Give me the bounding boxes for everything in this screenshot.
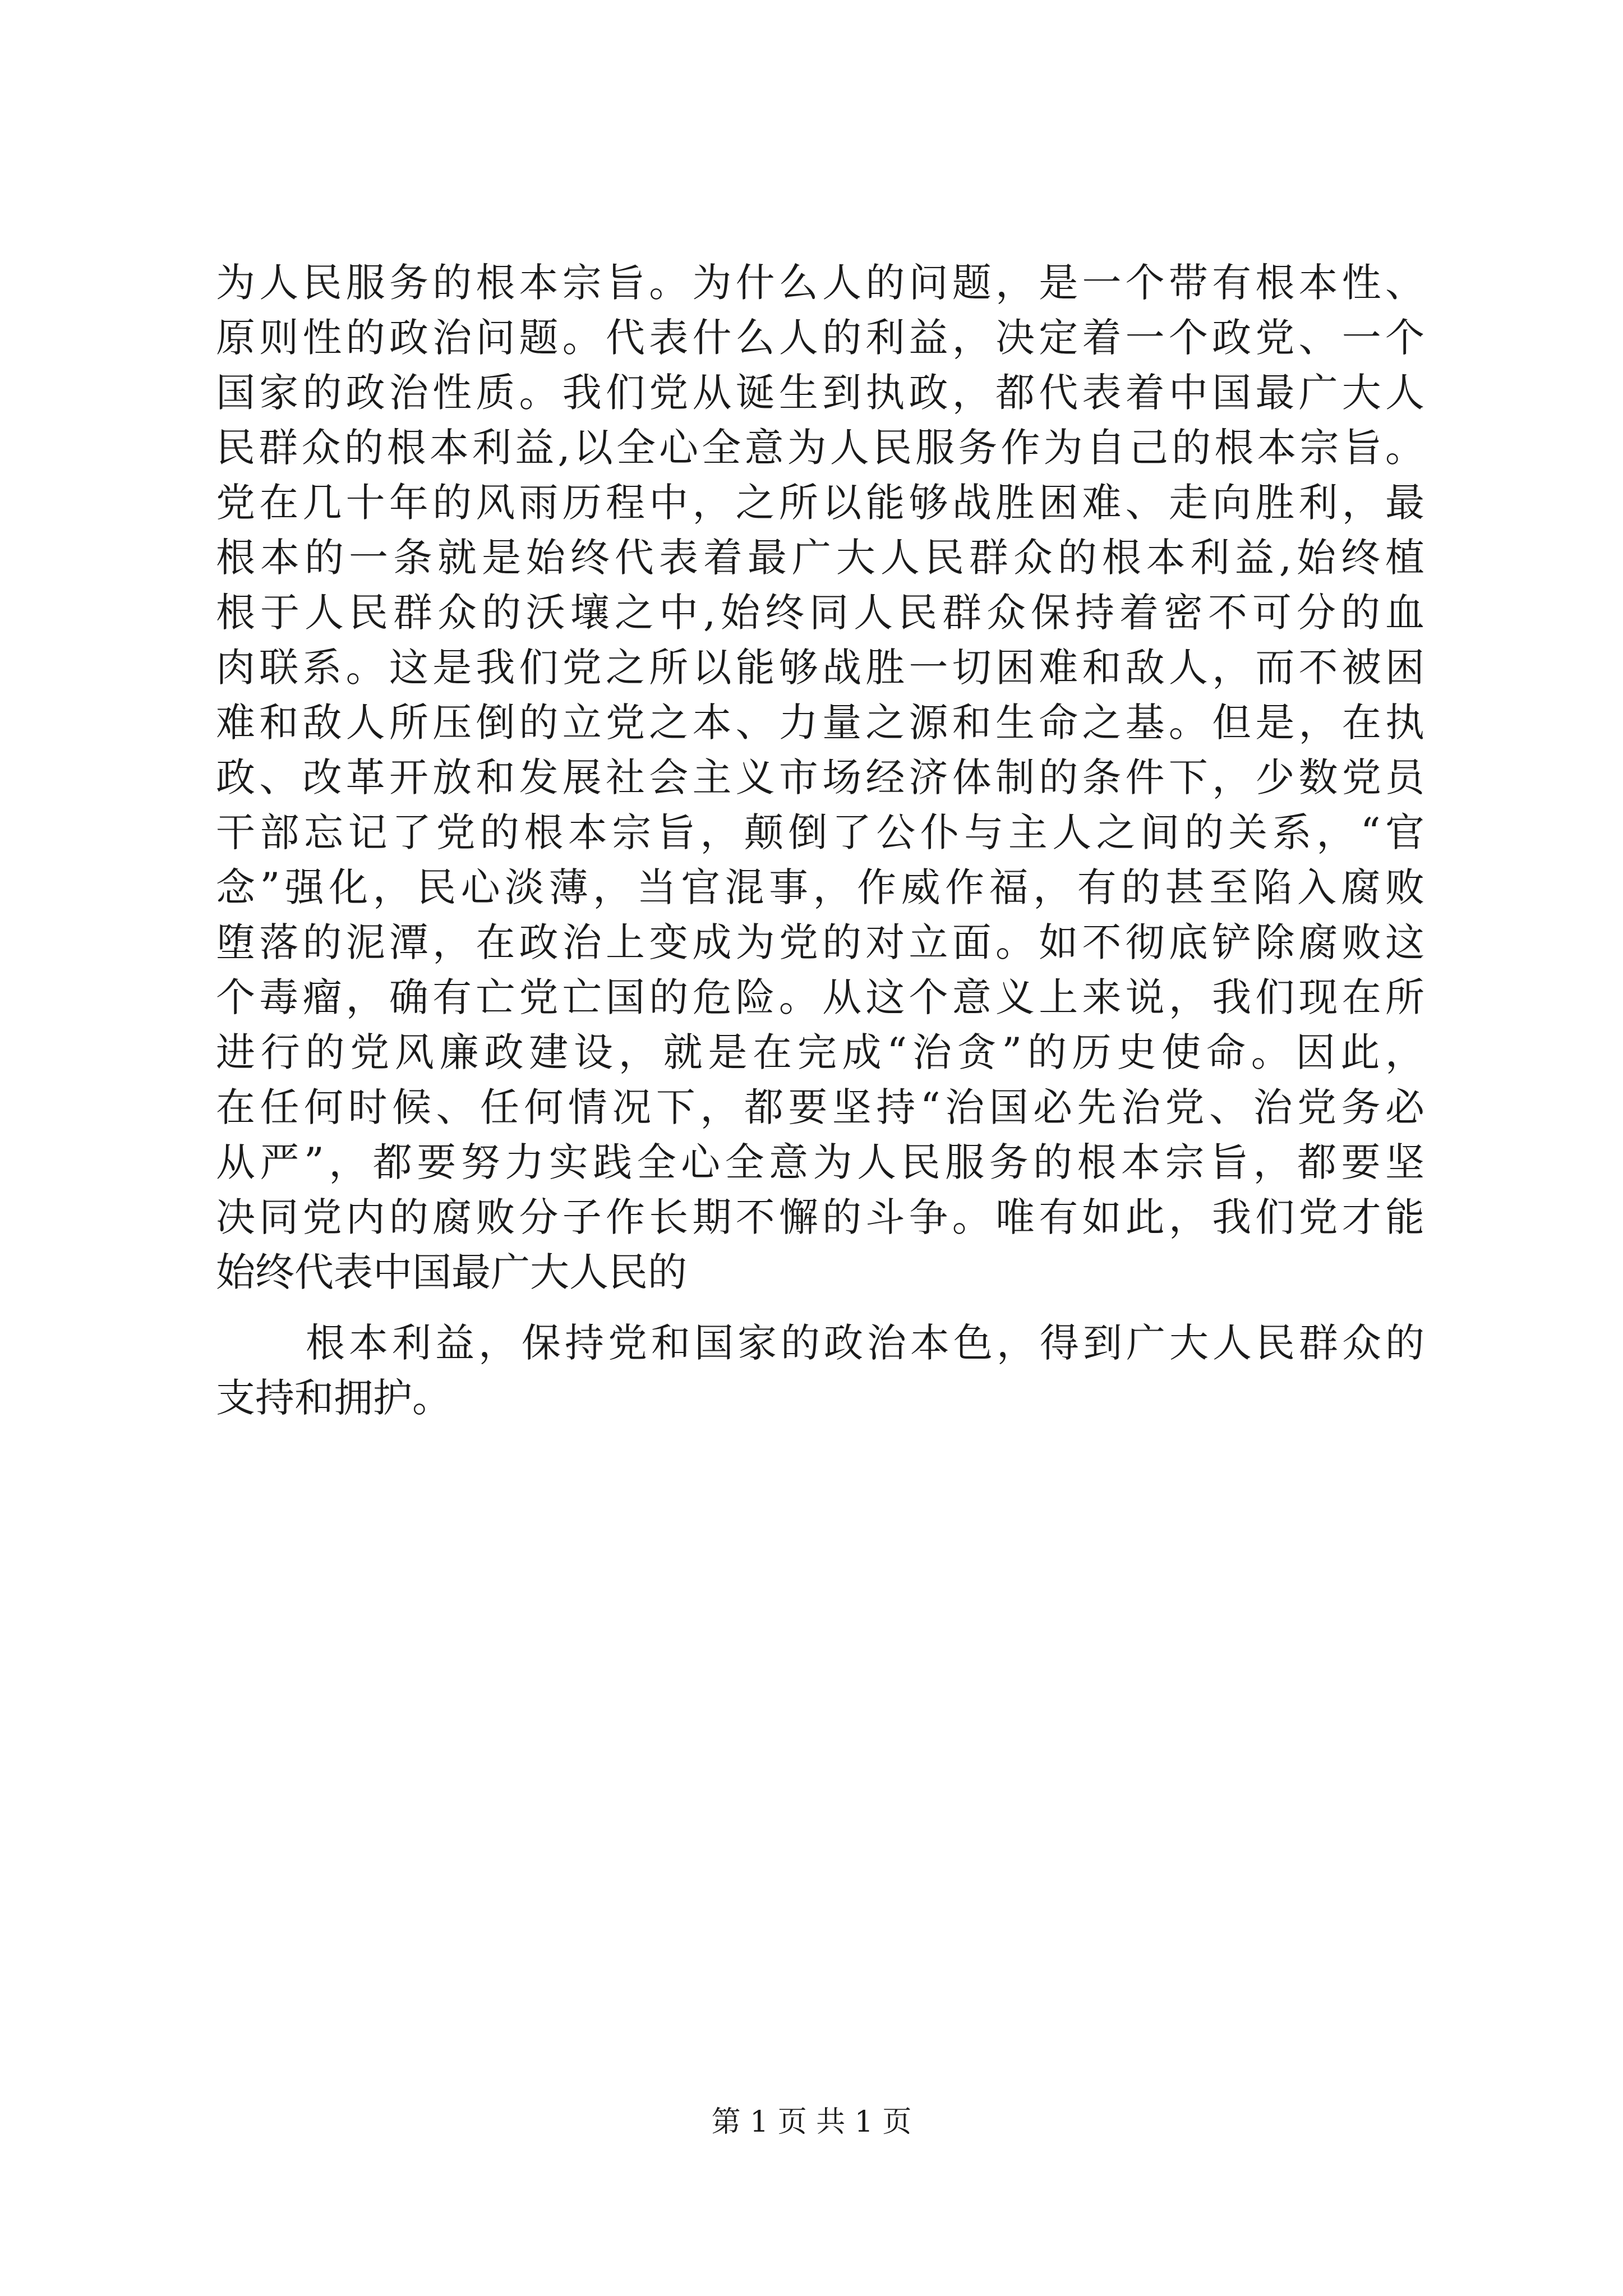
text-line: 原则性的政治问题。代表什么人的利益，决定着一个政党、一个 [216, 315, 1424, 361]
text-line: 支持和拥护。 [216, 1375, 451, 1421]
text-line: 决同党内的腐败分子作长期不懈的斗争。唯有如此，我们党才能 [216, 1194, 1424, 1240]
text-line: 在任何时候、任何情况下，都要坚持“治国必先治党、治党务必 [216, 1084, 1424, 1130]
text-line: 难和敌人所压倒的立党之本、力量之源和生命之基。但是，在执 [216, 700, 1424, 746]
text-line: 个毒瘤，确有亡党亡国的危险。从这个意义上来说，我们现在所 [216, 974, 1424, 1020]
text-line: 民群众的根本利益,以全心全意为人民服务作为自己的根本宗旨。 [216, 425, 1424, 471]
text-line: 政、改革开放和发展社会主义市场经济体制的条件下，少数党员 [216, 754, 1424, 800]
text-line: 堕落的泥潭，在政治上变成为党的对立面。如不彻底铲除腐败这 [216, 919, 1424, 965]
text-line: 干部忘记了党的根本宗旨，颠倒了公仆与主人之间的关系，“官 [216, 809, 1424, 855]
text-line: 党在几十年的风雨历程中，之所以能够战胜困难、走向胜利，最 [216, 480, 1424, 526]
text-line: 始终代表中国最广大人民的 [216, 1249, 687, 1295]
text-line: 根于人民群众的沃壤之中,始终同人民群众保持着密不可分的血 [216, 590, 1424, 636]
paragraph-2 [216, 1315, 1424, 1425]
page-footer: 第 1 页 共 1 页 [711, 2105, 912, 2139]
paragraph-1 [216, 255, 1424, 1300]
text-line: 国家的政治性质。我们党从诞生到执政，都代表着中国最广大人 [216, 370, 1424, 416]
text-line: 进行的党风廉政建设，就是在完成“治贪”的历史使命。因此， [216, 1029, 1424, 1075]
document-body [216, 255, 1424, 1425]
text-line: 念”强化，民心淡薄，当官混事，作威作福，有的甚至陷入腐败 [216, 864, 1424, 910]
text-line: 从严”，都要努力实践全心全意为人民服务的根本宗旨，都要坚 [216, 1139, 1424, 1185]
text-line: 根本利益，保持党和国家的政治本色，得到广大人民群众的 [306, 1320, 1424, 1366]
text-line: 根本的一条就是始终代表着最广大人民群众的根本利益,始终植 [216, 535, 1424, 581]
text-line: 肉联系。这是我们党之所以能够战胜一切困难和敌人，而不被困 [216, 645, 1424, 691]
text-line: 为人民服务的根本宗旨。为什么人的问题，是一个带有根本性、 [216, 260, 1424, 306]
